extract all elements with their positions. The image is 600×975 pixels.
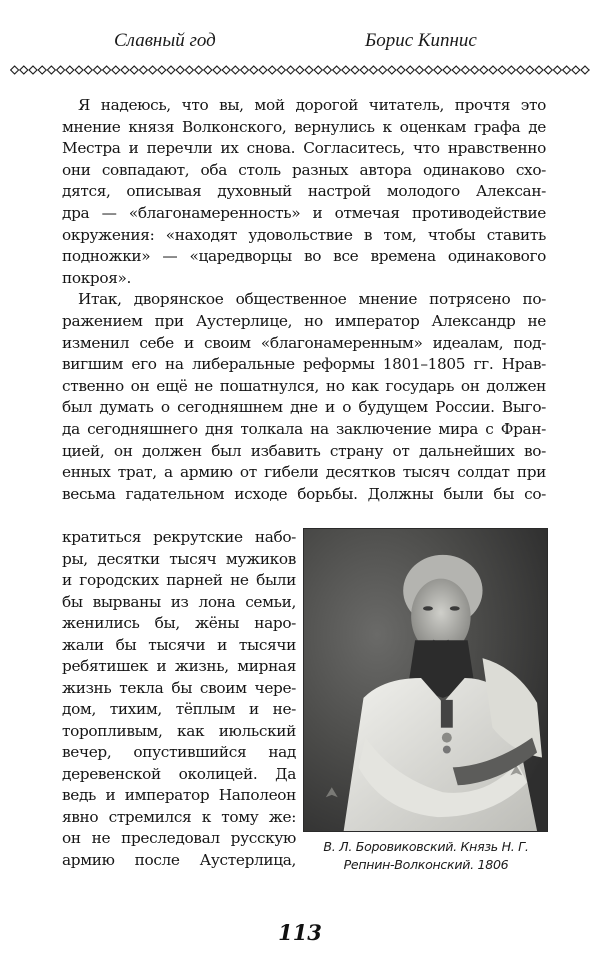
body-paragraphs [62, 95, 546, 505]
text-line: да сегодняшнего дня толкала на заключение мира с Фран- [62, 419, 546, 438]
text-line: весьма гадательном исходе борьбы. Должны были бы со- [62, 484, 546, 503]
author-name: Борис Кипнис [365, 30, 477, 51]
text-line: Итак, дворянское общественное мнение потрясено по- [78, 290, 546, 309]
text-line: дом, тихим, тёплым и не- [62, 700, 296, 718]
text-line: он не преследовал русскую [62, 829, 296, 847]
caption-line: Репнин-Волконский. 1806 [343, 857, 509, 872]
text-line: явно стремился к тому же: [62, 807, 296, 826]
text-line: дра — «благонамеренность» и отмечая противодействие [62, 203, 546, 222]
text-line: вигшим его на либеральные реформы 1801–1805 гг. Нрав- [62, 355, 546, 374]
running-head [0, 30, 600, 56]
figure-caption [296, 838, 556, 874]
text-line: подножки» — «царедворцы во все времена одинакового [62, 247, 546, 266]
text-line: был думать о сегодняшнем дне и о будущем России. Выго- [62, 398, 546, 417]
text-line: ражением при Аустерлице, но император Александр не [62, 311, 546, 330]
text-line: бы вырваны из лона семьи, [62, 592, 296, 611]
book-title: Славный год [114, 30, 216, 51]
diamond-chain-divider [10, 64, 590, 76]
text-line: жали бы тысячи и тысячи [62, 635, 296, 654]
text-line: жизнь текла бы своим чере- [62, 678, 296, 697]
text-line: ственно он ещё не пошатнулся, но как государь он должен [62, 376, 546, 395]
text-line: они совпадают, оба столь разных автора одинаково схо- [62, 160, 546, 179]
text-line: армию после Аустерлица, [62, 850, 296, 869]
text-line: деревенской околицей. Да [62, 764, 296, 783]
caption-line: В. Л. Боровиковский. Князь Н. Г. [323, 839, 529, 854]
text-line: енных трат, а армию от гибели десятков тысяч солдат при [62, 463, 546, 482]
page-number: 113 [278, 920, 322, 945]
portrait-illustration [304, 529, 547, 831]
text-line: женились бы, жёны наро- [62, 614, 296, 632]
text-line: Местра и перечли их снова. Согласитесь, что нравственно [62, 139, 546, 158]
text-line: мнение князя Волконского, вернулись к оценкам графа де [62, 117, 546, 136]
text-line: Я надеюсь, что вы, мой дорогой читатель, прочтя это [78, 96, 546, 114]
portrait-image [303, 528, 548, 832]
text-line: кратиться рекрутские набо- [62, 528, 296, 546]
text-line: и городских парней не были [62, 571, 296, 589]
text-line: покроя». [62, 268, 132, 287]
text-line: ребятишек и жизнь, мирная [62, 657, 296, 675]
text-line: окружения: «находят удовольствие в том, чтобы ставить [62, 225, 546, 244]
text-line: цией, он должен был избавить страну от дальнейших во- [62, 441, 546, 460]
wrapped-paragraph [62, 527, 296, 871]
text-line: ры, десятки тысяч мужиков [62, 549, 296, 568]
text-line: вечер, опустившийся над [62, 743, 296, 761]
text-line: торопливым, как июльский [62, 721, 296, 740]
text-line: ведь и император Наполеон [62, 786, 296, 804]
text-line: дятся, описывая духовный настрой молодого Алексан- [62, 182, 546, 201]
text-line: изменил себе и своим «благонамеренным» идеалам, под- [62, 333, 546, 352]
